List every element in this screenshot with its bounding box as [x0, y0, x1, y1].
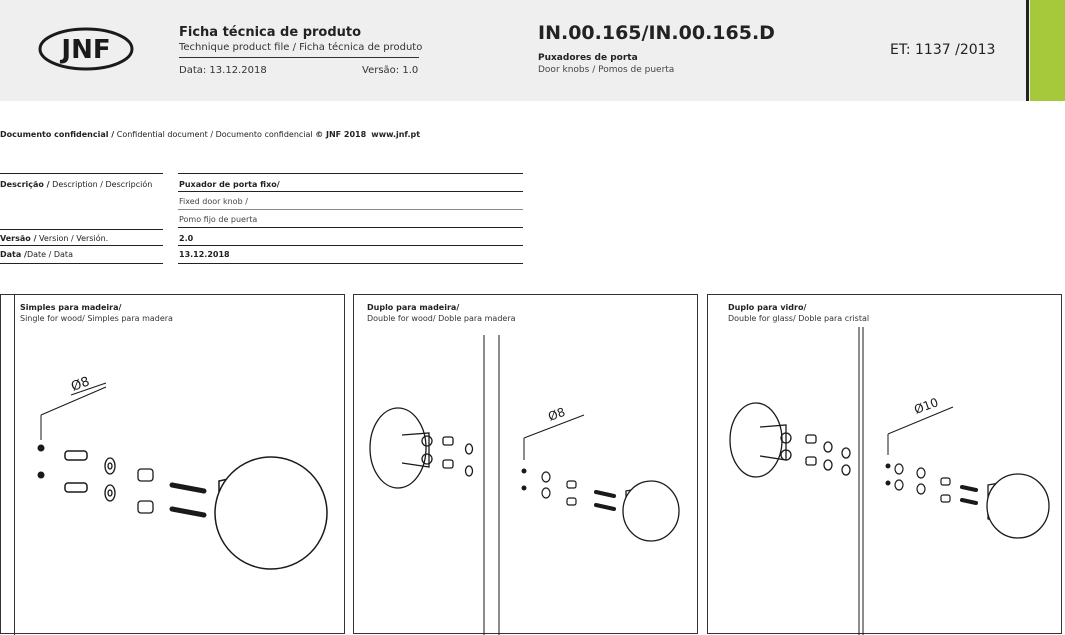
title-divider: [179, 57, 419, 58]
svg-text:JNF: JNF: [61, 35, 111, 65]
header-date: Data: 13.12.2018: [179, 65, 267, 76]
confidential-notice: [0, 130, 420, 139]
table-rule: [0, 245, 163, 246]
sheet-title: Ficha técnica de produto: [179, 25, 362, 40]
table-rule: [178, 209, 523, 210]
dimension-label: Ø10: [912, 395, 941, 417]
single-wood-drawing: [1, 295, 346, 635]
double-glass-drawing: [708, 295, 1063, 635]
panel-subtitle: Single for wood/ Simples para madera: [20, 314, 173, 323]
table-rule: [0, 263, 163, 264]
table-rule: [178, 227, 523, 228]
et-reference: ET: 1137 /2013: [890, 42, 996, 58]
description-es: Pomo fijo de puerta: [179, 215, 258, 224]
jnf-logo: [38, 27, 134, 71]
table-rule: [178, 263, 523, 264]
description-pt: Puxador de porta fixo/: [179, 180, 280, 189]
description-label: Descrição / Description / Descripción: [0, 180, 153, 189]
date-value: 13.12.2018: [179, 250, 230, 259]
panel-single-wood: [0, 294, 345, 634]
description-en: Fixed door knob /: [179, 197, 248, 206]
sheet-subtitle: Technique product file / Ficha técnica de produto: [179, 42, 423, 53]
product-name: Puxadores de porta: [538, 53, 638, 63]
header-divider: [1026, 0, 1029, 101]
header-version: Versão: 1.0: [362, 65, 419, 76]
table-rule: [178, 245, 523, 246]
dimension-label: Ø8: [69, 374, 92, 395]
panel-double-wood: [353, 294, 698, 634]
date-label: Data /Date / Data: [0, 250, 73, 259]
panel-subtitle: Double for wood/ Doble para madera: [367, 314, 516, 323]
panel-title: Duplo para madeira/: [367, 303, 460, 312]
confidential-translations: Confidential document / Documento confidencial: [114, 130, 316, 139]
table-rule: [0, 229, 163, 230]
product-code: IN.00.165/IN.00.165.D: [538, 22, 775, 44]
table-rule: [178, 173, 523, 174]
document-header: [0, 0, 1065, 101]
version-label: Versão / Version / Versión.: [0, 234, 109, 243]
panel-double-glass: [707, 294, 1062, 634]
table-rule: [178, 191, 523, 192]
product-name-translations: Door knobs / Pomos de puerta: [538, 65, 675, 75]
double-wood-drawing: [354, 295, 699, 635]
table-rule: [0, 173, 163, 174]
copyright: © JNF 2018: [315, 130, 367, 139]
panel-title: Simples para madeira/: [20, 303, 122, 312]
accent-bar: [1030, 0, 1065, 101]
website-link[interactable]: www.jnf.pt: [371, 130, 421, 139]
version-value: 2.0: [179, 234, 194, 243]
panel-title: Duplo para vidro/: [728, 303, 807, 312]
panel-subtitle: Double for glass/ Doble para cristal: [728, 314, 870, 323]
confidential-label: Documento confidencial /: [0, 130, 115, 139]
dimension-label: Ø8: [546, 404, 568, 424]
